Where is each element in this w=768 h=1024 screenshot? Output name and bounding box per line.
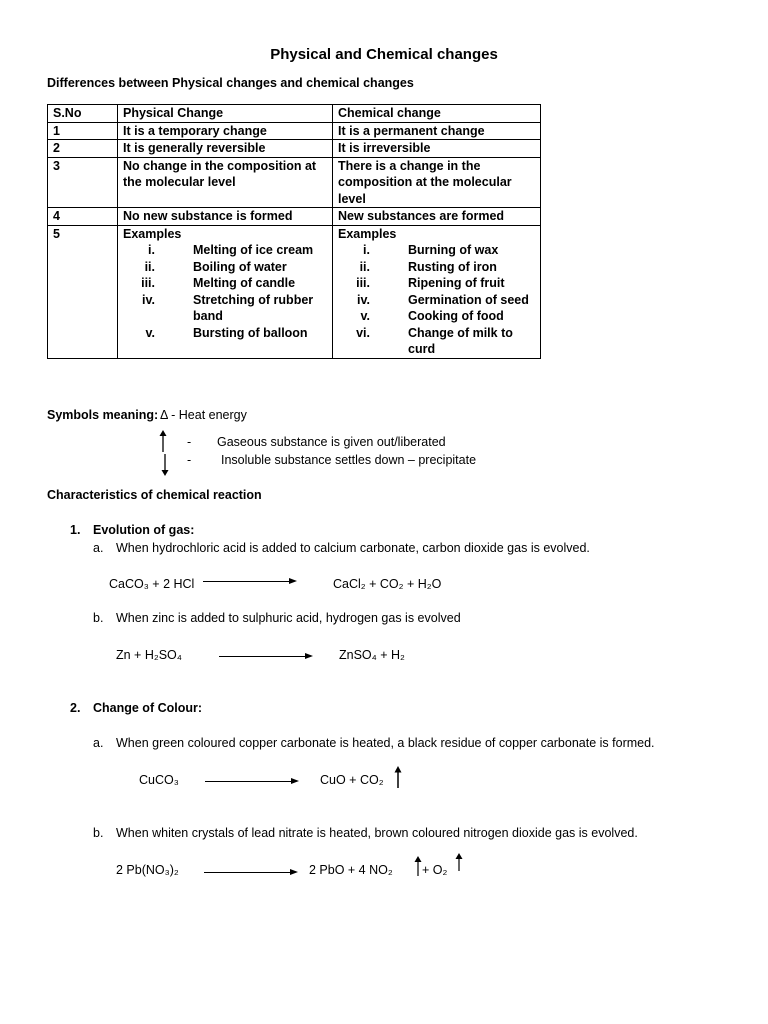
section-number: 2. xyxy=(70,701,81,715)
row-number: 2 xyxy=(48,140,118,158)
example-numeral: i. xyxy=(148,243,155,257)
example-item xyxy=(338,308,535,325)
arrowhead-icon xyxy=(289,578,297,584)
item-text: When whiten crystals of lead nitrate is heated, brown coloured nitrogen dioxide gas is evolved. xyxy=(116,826,638,840)
differences-table xyxy=(47,104,541,359)
example-text: Ripening of fruit xyxy=(408,276,505,290)
equation-right: CuO + CO₂ xyxy=(320,773,384,787)
equation-right: ZnSO₄ + H₂ xyxy=(339,648,405,662)
example-text: Melting of ice cream xyxy=(193,243,314,257)
example-numeral: i. xyxy=(363,243,370,257)
equation-left: CuCO₃ xyxy=(139,773,179,787)
up-arrow-icon xyxy=(158,430,168,452)
chemical-examples-cell xyxy=(333,225,541,358)
example-numeral: ii. xyxy=(359,259,370,274)
example-numeral: vi. xyxy=(356,325,370,340)
table-header-row xyxy=(48,105,541,123)
example-numeral: iv. xyxy=(142,292,155,307)
example-item xyxy=(123,325,327,342)
gas-up-arrow-icon xyxy=(454,853,464,871)
reaction-arrow-icon xyxy=(205,781,293,782)
reaction-arrow-icon xyxy=(204,872,292,873)
example-text: Boiling of water xyxy=(193,259,287,274)
examples-row xyxy=(48,225,541,358)
examples-label: Examples xyxy=(338,226,397,241)
example-text: Cooking of food xyxy=(408,309,504,323)
document-title: Physical and Chemical changes xyxy=(270,46,498,63)
header-chemical: Chemical change xyxy=(333,105,541,123)
item-letter: b. xyxy=(93,611,104,625)
physical-cell: No new substance is formed xyxy=(118,208,333,226)
chemical-cell: It is irreversible xyxy=(333,140,541,158)
section-title: Evolution of gas: xyxy=(93,523,195,537)
example-item xyxy=(338,292,535,309)
physical-cell: It is a temporary change xyxy=(118,122,333,140)
gas-symbol-text: Gaseous substance is given out/liberated xyxy=(217,435,446,449)
item-letter: a. xyxy=(93,541,104,555)
example-text: Rusting of iron xyxy=(408,259,497,274)
example-numeral: ii. xyxy=(144,259,155,274)
chemical-cell: It is a permanent change xyxy=(333,122,541,140)
equation-right: 2 PbO + 4 NO₂ xyxy=(309,863,393,877)
precipitate-symbol-text: Insoluble substance settles down – precipitate xyxy=(221,453,477,467)
item-text: When hydrochloric acid is added to calcium carbonate, carbon dioxide gas is evolved. xyxy=(116,541,590,555)
equation-left: 2 Pb(NO₃)₂ xyxy=(116,863,179,877)
down-arrow-icon xyxy=(160,454,170,476)
table-row xyxy=(48,157,541,208)
example-item xyxy=(123,259,327,276)
row-number: 4 xyxy=(48,208,118,226)
example-numeral: v. xyxy=(360,309,370,323)
examples-label: Examples xyxy=(123,226,182,241)
heat-symbol-text: Δ - Heat energy xyxy=(160,408,247,422)
dash: - xyxy=(187,453,192,467)
characteristics-heading: Characteristics of chemical reaction xyxy=(47,488,262,502)
example-numeral: iv. xyxy=(357,292,370,307)
example-text: Melting of candle xyxy=(193,276,296,290)
example-item xyxy=(338,275,535,292)
arrowhead-icon xyxy=(291,778,299,784)
table-row xyxy=(48,140,541,158)
table-row xyxy=(48,208,541,226)
physical-examples-cell xyxy=(118,225,333,358)
section-title: Change of Colour: xyxy=(93,701,203,715)
example-item xyxy=(338,259,535,276)
table-row xyxy=(48,122,541,140)
example-text: Change of milk to curd xyxy=(408,325,513,356)
reaction-arrow-icon xyxy=(219,656,307,657)
example-text: Burning of wax xyxy=(408,243,499,257)
chemical-cell: There is a change in the composition at the molecular level xyxy=(333,157,541,208)
example-text: Bursting of balloon xyxy=(193,325,308,340)
equation-right-o2: + O₂ xyxy=(422,863,448,877)
row-number: 3 xyxy=(48,157,118,208)
item-text: When green coloured copper carbonate is heated, a black residue of copper carbonate is formed. xyxy=(116,736,655,750)
symbols-label: Symbols meaning: xyxy=(47,408,159,422)
arrowhead-icon xyxy=(305,653,313,659)
gas-up-arrow-icon xyxy=(393,766,403,788)
physical-cell: It is generally reversible xyxy=(118,140,333,158)
row-number: 5 xyxy=(48,225,118,358)
item-letter: a. xyxy=(93,736,104,750)
item-text: When zinc is added to sulphuric acid, hydrogen gas is evolved xyxy=(116,611,461,625)
example-numeral: iii. xyxy=(356,276,370,290)
header-physical: Physical Change xyxy=(118,105,333,123)
header-sno: S.No xyxy=(48,105,118,123)
equation-left: CaCO₃ + 2 HCl xyxy=(109,577,195,591)
example-item xyxy=(338,325,535,358)
example-item xyxy=(123,242,327,259)
row-number: 1 xyxy=(48,122,118,140)
chemical-cell: New substances are formed xyxy=(333,208,541,226)
example-numeral: v. xyxy=(145,325,155,340)
example-item xyxy=(123,292,327,325)
physical-cell: No change in the composition at the molecular level xyxy=(118,157,333,208)
example-text: Germination of seed xyxy=(408,292,529,307)
example-numeral: iii. xyxy=(141,276,155,290)
dash: - xyxy=(187,435,192,449)
example-text: Stretching of rubber band xyxy=(193,292,314,323)
equation-right: CaCl₂ + CO₂ + H₂O xyxy=(333,577,442,591)
section-number: 1. xyxy=(70,523,81,537)
equation-left: Zn + H₂SO₄ xyxy=(116,648,182,662)
example-item xyxy=(123,275,327,292)
example-item xyxy=(338,242,535,259)
item-letter: b. xyxy=(93,826,104,840)
table-heading: Differences between Physical changes and chemical changes xyxy=(47,76,414,90)
reaction-arrow-icon xyxy=(203,581,291,582)
arrowhead-icon xyxy=(290,869,298,875)
